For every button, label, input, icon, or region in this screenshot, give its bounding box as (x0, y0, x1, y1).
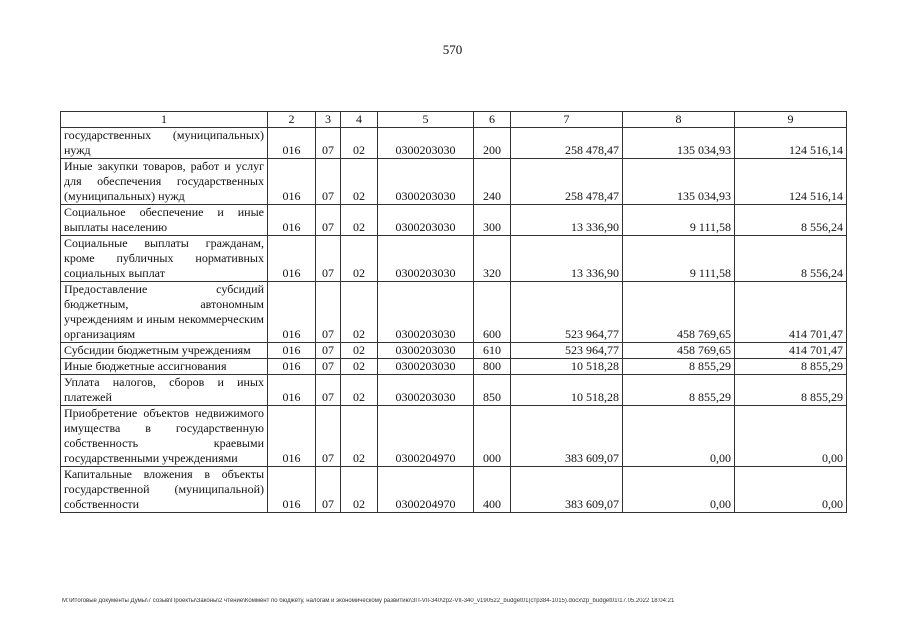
section-code: 07 (316, 375, 341, 406)
table-row (61, 159, 847, 205)
row-name: Субсидии бюджетным учреждениям (61, 343, 268, 359)
column-header: 5 (378, 112, 474, 128)
table-row (61, 406, 847, 467)
amount-col9: 8 855,29 (735, 375, 847, 406)
amount-col8: 0,00 (623, 467, 735, 513)
page-number: 570 (442, 42, 463, 57)
table-row (61, 343, 847, 359)
column-header: 1 (61, 112, 268, 128)
subsection-code: 02 (341, 359, 378, 375)
subsection-code: 02 (341, 375, 378, 406)
column-header: 2 (268, 112, 316, 128)
ministry-code: 016 (268, 359, 316, 375)
column-header: 8 (623, 112, 735, 128)
amount-col8: 135 034,93 (623, 128, 735, 159)
table-row (61, 359, 847, 375)
amount-col7: 523 964,77 (511, 282, 623, 343)
target-article-code: 0300203030 (378, 282, 474, 343)
row-name: Капитальные вложения в объекты государственной (муниципальной) собственности (61, 467, 268, 513)
subsection-code: 02 (341, 467, 378, 513)
row-name: Предоставление субсидий бюджетным, автономным учреждениям и иным некоммерческим организациям (61, 282, 268, 343)
amount-col9: 124 516,14 (735, 159, 847, 205)
ministry-code: 016 (268, 205, 316, 236)
row-name: Иные бюджетные ассигнования (61, 359, 268, 375)
amount-col7: 10 518,28 (511, 359, 623, 375)
amount-col7: 10 518,28 (511, 375, 623, 406)
amount-col7: 523 964,77 (511, 343, 623, 359)
ministry-code: 016 (268, 282, 316, 343)
amount-col9: 124 516,14 (735, 128, 847, 159)
target-article-code: 0300203030 (378, 359, 474, 375)
section-code: 07 (316, 282, 341, 343)
ministry-code: 016 (268, 159, 316, 205)
section-code: 07 (316, 128, 341, 159)
subsection-code: 02 (341, 159, 378, 205)
table-row (61, 467, 847, 513)
expense-type-code: 400 (474, 467, 511, 513)
amount-col7: 258 478,47 (511, 159, 623, 205)
section-code: 07 (316, 359, 341, 375)
row-name: государственных (муниципальных) нужд (61, 128, 268, 159)
amount-col8: 135 034,93 (623, 159, 735, 205)
subsection-code: 02 (341, 282, 378, 343)
expense-type-code: 000 (474, 406, 511, 467)
column-header: 6 (474, 112, 511, 128)
column-header: 9 (735, 112, 847, 128)
table-row (61, 236, 847, 282)
expense-type-code: 850 (474, 375, 511, 406)
amount-col8: 458 769,65 (623, 282, 735, 343)
expense-type-code: 610 (474, 343, 511, 359)
amount-col8: 0,00 (623, 406, 735, 467)
column-header: 7 (511, 112, 623, 128)
amount-col9: 8 556,24 (735, 205, 847, 236)
expense-type-code: 300 (474, 205, 511, 236)
section-code: 07 (316, 343, 341, 359)
subsection-code: 02 (341, 128, 378, 159)
amount-col8: 8 855,29 (623, 375, 735, 406)
amount-col8: 458 769,65 (623, 343, 735, 359)
amount-col7: 13 336,90 (511, 236, 623, 282)
section-code: 07 (316, 406, 341, 467)
amount-col9: 8 855,29 (735, 359, 847, 375)
section-code: 07 (316, 205, 341, 236)
budget-table (60, 111, 847, 513)
section-code: 07 (316, 159, 341, 205)
amount-col8: 9 111,58 (623, 236, 735, 282)
row-name: Уплата налогов, сборов и иных платежей (61, 375, 268, 406)
table-row (61, 128, 847, 159)
row-name: Приобретение объектов недвижимого имущества в государственную собственность краевыми государственными учреждениями (61, 406, 268, 467)
target-article-code: 0300203030 (378, 159, 474, 205)
expense-type-code: 200 (474, 128, 511, 159)
ministry-code: 016 (268, 467, 316, 513)
target-article-code: 0300203030 (378, 236, 474, 282)
amount-col8: 9 111,58 (623, 205, 735, 236)
target-article-code: 0300203030 (378, 375, 474, 406)
amount-col7: 258 478,47 (511, 128, 623, 159)
target-article-code: 0300204970 (378, 406, 474, 467)
table-row (61, 205, 847, 236)
target-article-code: 0300203030 (378, 205, 474, 236)
table-row (61, 375, 847, 406)
row-name: Иные закупки товаров, работ и услуг для обеспечения государственных (муниципальных) нужд (61, 159, 268, 205)
expense-type-code: 600 (474, 282, 511, 343)
target-article-code: 0300203030 (378, 343, 474, 359)
amount-col8: 8 855,29 (623, 359, 735, 375)
ministry-code: 016 (268, 128, 316, 159)
subsection-code: 02 (341, 406, 378, 467)
column-header: 4 (341, 112, 378, 128)
ministry-code: 016 (268, 236, 316, 282)
amount-col9: 0,00 (735, 406, 847, 467)
subsection-code: 02 (341, 343, 378, 359)
ministry-code: 016 (268, 406, 316, 467)
row-name: Социальное обеспечение и иные выплаты населению (61, 205, 268, 236)
expense-type-code: 800 (474, 359, 511, 375)
target-article-code: 0300203030 (378, 128, 474, 159)
column-header: 3 (316, 112, 341, 128)
document-path-footer: M:\Итоговые документы Думы\7 созыв\Проекты\Законы\2 чтение\Коммент по бюджету, налогам и экономическому развитию\ЗП-VII-340\zp2-VII-340_v190522_budget01(стр384-1015).docx\zp_budget01\17.05.2022 18:04:21 (62, 598, 675, 604)
amount-col9: 8 556,24 (735, 236, 847, 282)
subsection-code: 02 (341, 236, 378, 282)
amount-col7: 383 609,07 (511, 467, 623, 513)
row-name: Социальные выплаты гражданам, кроме публичных нормативных социальных выплат (61, 236, 268, 282)
ministry-code: 016 (268, 343, 316, 359)
amount-col9: 0,00 (735, 467, 847, 513)
amount-col9: 414 701,47 (735, 343, 847, 359)
ministry-code: 016 (268, 375, 316, 406)
target-article-code: 0300204970 (378, 467, 474, 513)
section-code: 07 (316, 467, 341, 513)
expense-type-code: 320 (474, 236, 511, 282)
header-row (61, 112, 847, 128)
amount-col7: 383 609,07 (511, 406, 623, 467)
amount-col9: 414 701,47 (735, 282, 847, 343)
subsection-code: 02 (341, 205, 378, 236)
table-row (61, 282, 847, 343)
expense-type-code: 240 (474, 159, 511, 205)
amount-col7: 13 336,90 (511, 205, 623, 236)
section-code: 07 (316, 236, 341, 282)
